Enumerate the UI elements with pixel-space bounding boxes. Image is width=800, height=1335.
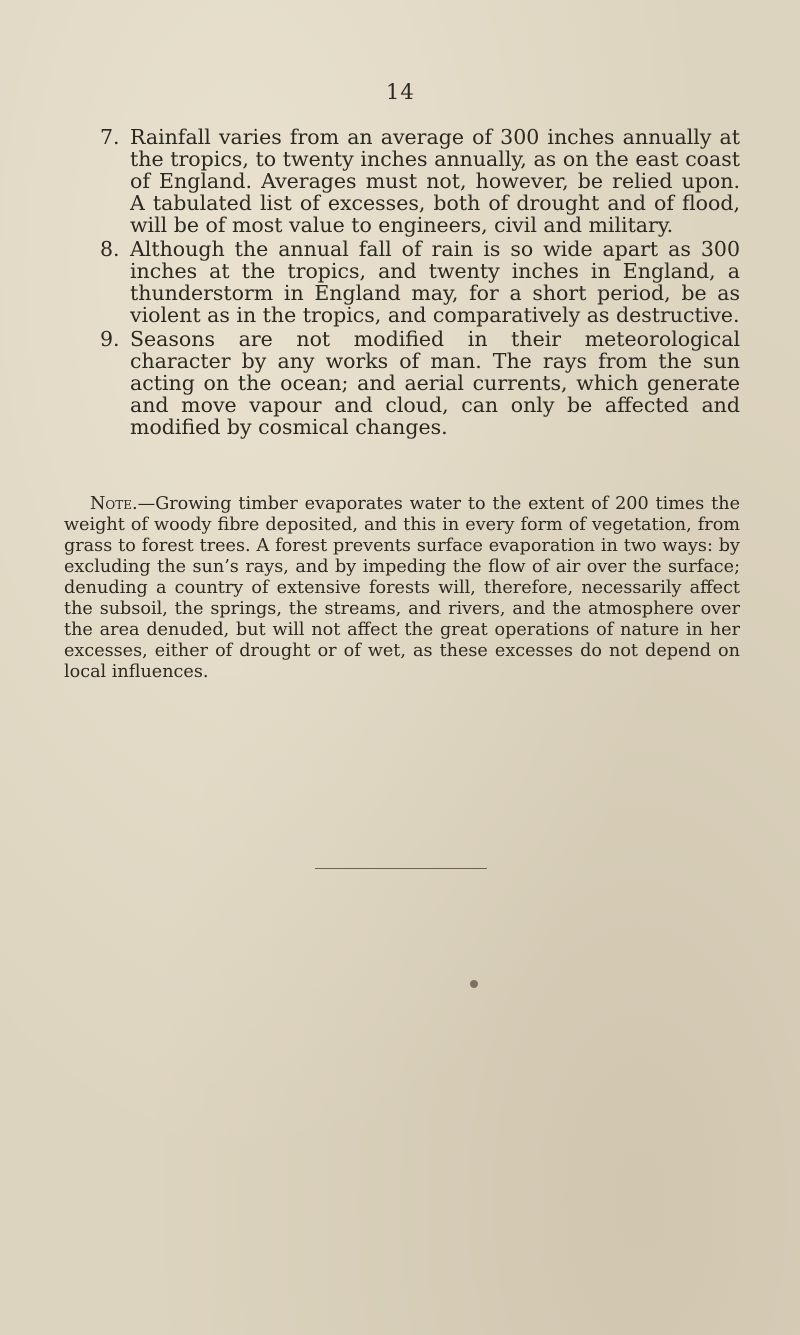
page-number: 14	[386, 80, 415, 104]
note-text: —Growing timber evaporates water to the extent of 200 times the weight of woody fibre deposited, and this in every form of vegetation, from grass to forest trees. A forest prevents surface evaporation in two ways: by excluding the sun’s rays, and by impeding the flow of air over the surface; denuding a country of extensive forests will, therefore, necessarily affect the subsoil, the springs, the streams, and rivers, and the atmosphere over the area denuded, but will not affect the great operations of nature in her excesses, either of drought or of wet, as these excesses do not depend on local influences.	[64, 494, 740, 682]
list-item	[100, 328, 740, 438]
item-text: Seasons are not modified in their meteorological character by any works of man. The rays from the sun acting on the ocean; and aerial currents, which generate and move vapour and cloud, can only be affected and modified by cosmical changes.	[130, 327, 740, 439]
note-paragraph	[64, 494, 740, 683]
list-item	[100, 238, 740, 326]
item-number: 8.	[100, 237, 120, 261]
numbered-list	[100, 126, 740, 440]
ink-speck	[470, 980, 478, 988]
horizontal-rule	[315, 868, 487, 869]
item-text: Rainfall varies from an average of 300 inches annually at the tropics, to twenty inches annually, as on the east coast of England. Averages must not, however, be relied upon. A tabulated list of excesses, both of drought and of flood, will be of most value to engineers, civil and military.	[130, 125, 740, 237]
list-item	[100, 126, 740, 236]
item-number: 9.	[100, 327, 120, 351]
note-label: Note.	[90, 494, 138, 514]
item-text: Although the annual fall of rain is so wide apart as 300 inches at the tropics, and twenty inches in England, a thunderstorm in England may, for a short period, be as violent as in the tropics, and comparatively as destructive.	[130, 237, 740, 327]
item-number: 7.	[100, 125, 120, 149]
